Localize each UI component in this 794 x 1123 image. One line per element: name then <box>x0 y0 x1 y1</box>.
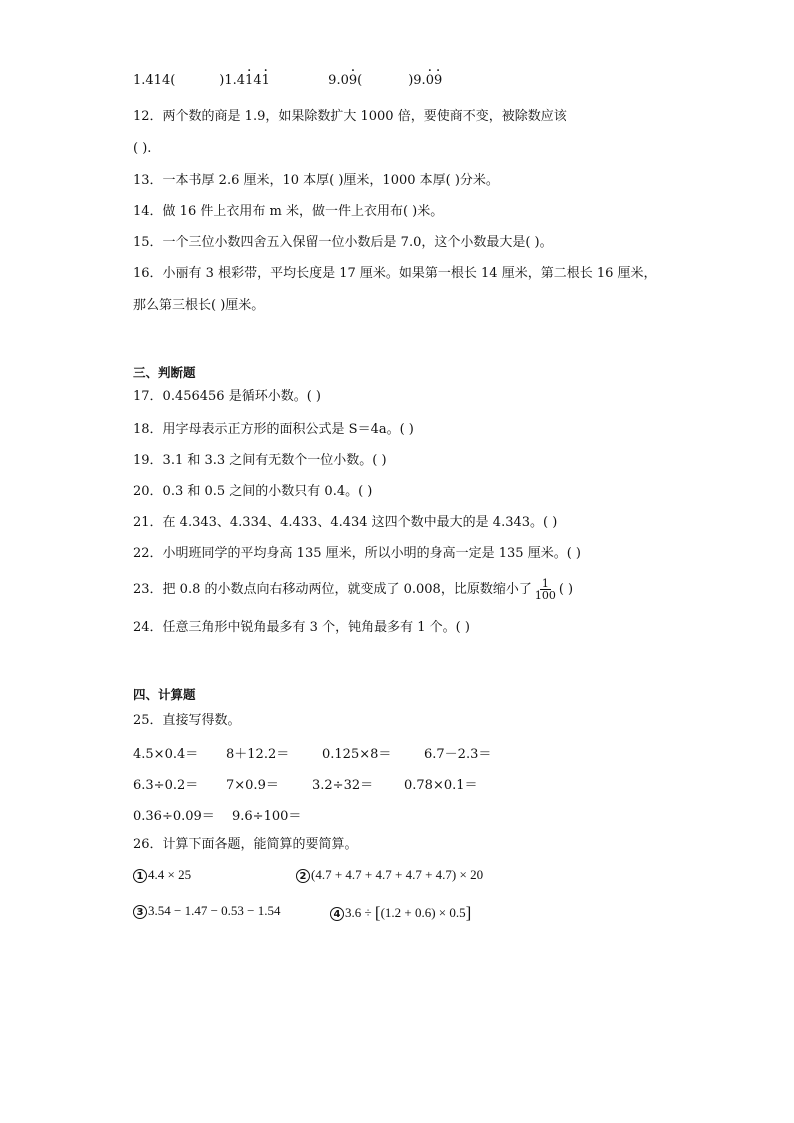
calc-item: 3.2÷32＝ <box>312 778 374 793</box>
calc-item: 0.125×8＝ <box>322 747 392 762</box>
q14: 14．做 16 件上衣用布 m 米，做一件上衣用布( )米。 <box>133 204 444 219</box>
judge-item: 19．3.1 和 3.3 之间有无数个一位小数。( ) <box>133 453 387 468</box>
q13: 13．一本书厚 2.6 厘米，10 本厚( )厘米，1000 本厚( )分米。 <box>133 173 499 188</box>
q25-title: 25．直接写得数。 <box>133 713 241 728</box>
fraction-numerator: 1 <box>541 577 549 590</box>
calc-item: 0.36÷0.09＝ <box>133 809 215 824</box>
calc-item: 8＋12.2＝ <box>226 747 290 762</box>
calc-item: 4.5×0.4＝ <box>133 747 199 762</box>
compare-b-left: 9.0 <box>328 73 349 88</box>
compare-line <box>133 72 442 90</box>
q23 <box>133 578 573 601</box>
calc-item: 7×0.9＝ <box>226 778 279 793</box>
repeating-digit: 1 · <box>262 73 270 88</box>
fraction <box>533 578 558 601</box>
q16-line2: 那么第三根长( )厘米。 <box>133 298 265 313</box>
q26-expr: 3.54 − 1.47 − 0.53 − 1.54 <box>148 903 281 918</box>
calc-item: 9.6÷100＝ <box>232 809 302 824</box>
left-bracket: [ <box>374 903 381 922</box>
judge-item: 17．0.456456 是循环小数。( ) <box>133 389 321 404</box>
q26-item-3 <box>133 903 281 919</box>
q26-item-2 <box>296 867 483 883</box>
q23-text: 23．把 0.8 的小数点向右移动两位，就变成了 0.008，比原数缩小了 <box>133 582 532 597</box>
q26-expr-mid: (1.2 + 0.6) × 0.5 <box>380 905 466 920</box>
judge-item: 21．在 4.343、4.334、4.433、4.434 这四个数中最大的是 4.343。( ) <box>133 515 558 530</box>
judge-item: 18．用字母表示正方形的面积公式是 S＝4a。( ) <box>133 422 414 437</box>
calc-item: 6.7－2.3＝ <box>424 747 492 762</box>
repeating-digit: 1 · <box>245 73 253 88</box>
q26-expr: 4.4 × 25 <box>148 867 192 882</box>
repeating-digit: 0 · <box>426 73 434 88</box>
q16-line1: 16．小丽有 3 根彩带，平均长度是 17 厘米。如果第一根长 14 厘米，第二根长 16 厘米， <box>133 266 657 281</box>
q26-expr-pre: 3.6 ÷ <box>345 905 375 920</box>
q15: 15．一个三位小数四舍五入保留一位小数后是 7.0，这个小数最大是( )。 <box>133 235 553 250</box>
repeating-digit: 9 · <box>349 73 357 88</box>
compare-b-right: )9. <box>408 73 426 88</box>
q24: 24．任意三角形中锐角最多有 3 个，钝角最多有 1 个。( ) <box>133 620 470 635</box>
section-calc-title: 四、计算题 <box>133 687 196 702</box>
q12-line1: 12．两个数的商是 1.9，如果除数扩大 1000 倍，要使商不变，被除数应该 <box>133 109 567 124</box>
circled-number: 4 <box>330 907 344 921</box>
calc-item: 6.3÷0.2＝ <box>133 778 199 793</box>
right-bracket: ] <box>465 903 472 922</box>
q12-line2: ( ). <box>133 141 152 156</box>
repeating-digit: 9 · <box>434 73 442 88</box>
section-judge-title: 三、判断题 <box>133 365 196 380</box>
q26-item-4 <box>330 903 471 923</box>
q26-item-1 <box>133 867 191 883</box>
calc-item: 0.78×0.1＝ <box>404 778 478 793</box>
compare-b-paren: ( <box>357 73 363 88</box>
q26-title: 26．计算下面各题，能简算的要简算。 <box>133 837 358 852</box>
circled-number: 3 <box>133 905 147 919</box>
compare-a-mid: 4 <box>253 73 262 88</box>
compare-a-right: )1.4 <box>219 73 246 88</box>
compare-a-left: 1.414( <box>133 73 176 88</box>
fraction-denominator: 100 <box>534 589 556 602</box>
q26-expr: (4.7 + 4.7 + 4.7 + 4.7 + 4.7) × 20 <box>311 867 484 882</box>
judge-item: 22．小明班同学的平均身高 135 厘米，所以小明的身高一定是 135 厘米。( ) <box>133 546 581 561</box>
q23-answer-blank: ( ) <box>558 582 574 597</box>
circled-number: 1 <box>133 869 147 883</box>
circled-number: 2 <box>296 869 310 883</box>
judge-item: 20．0.3 和 0.5 之间的小数只有 0.4。( ) <box>133 484 373 499</box>
